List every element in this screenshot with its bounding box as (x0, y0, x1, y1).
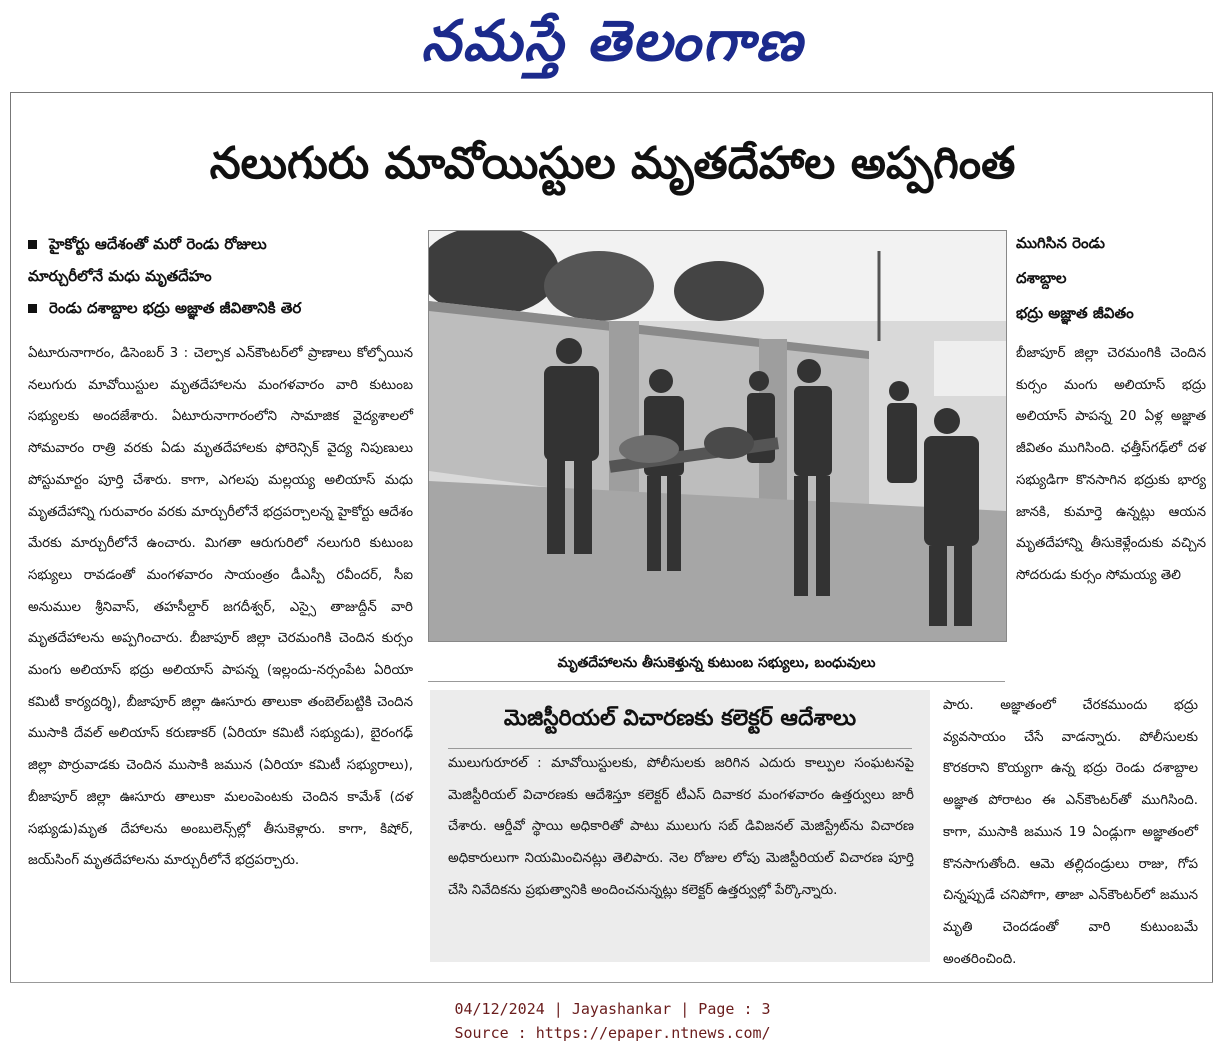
side-story-body-narrow (1016, 338, 1206, 592)
subheading-1-line-2: మార్చురీలోనే మధు మృతదేహం (28, 267, 212, 285)
boxed-story-heading: మెజిస్టీరియల్ విచారణకు కలెక్టర్ ఆదేశాలు (503, 706, 857, 731)
subheading-1-line-1: హైకోర్టు ఆదేశంతో మరో రెండు రోజులు (49, 235, 267, 253)
news-photo (428, 230, 1007, 642)
side-story-heading (1016, 226, 1206, 331)
boxed-story-text: ములుగురూరల్ : మావోయిస్టులకు, పోలీసులకు జరిగిన ఎదురు కాల్పుల సంఘటనపై మెజిస్టీరియల్ విచారణకు ఆదేశిస్తూ కలెక్టర్ టీఎస్ దివాకర మంగళవారం ఉత్తర్వులు జారీ చేశారు. ఆర్డీవో స్థాయి అధికారితో పాటు ములుగు సబ్ డివిజనల్ మెజిస్ట్రేట్‌ను విచారణ అధికారులుగా నియమించినట్లు తెలిపారు. నెల రోజుల లోపు మెజిస్టీరియల్ విచారణ పూర్తి చేసి నివేదికను ప్రభుత్వానికి అందించనున్నట్లు కలెక్టర్ ఉత్తర్వుల్లో పేర్కొన్నారు. (448, 756, 914, 898)
main-article-text: ఏటూరునాగారం, డిసెంబర్ 3 : చెల్పాక ఎన్‌కౌంటర్‌లో ప్రాణాలు కోల్పోయిన నలుగురు మావోయిస్టుల మృతదేహాలను మంగళవారం వారి కుటుంబ సభ్యులకు అందజేశారు. ఏటూరునాగారంలోని సామాజిక వైద్యశాలలో సోమవారం రాత్రి వరకు ఏడు మృతదేహాలకు ఫోరెన్సిక్ వైద్య నిపుణులు పోస్టుమార్టం పూర్తి చేశారు. కాగా, ఎగలపు మల్లయ్య అలియాస్ మధు మృతదేహాన్ని గురువారం వరకు మార్చురీలోనే భద్రపర్చాలన్న హైకోర్టు ఆదేశం మేరకు మార్చురీలోనే ఉంచారు. మిగతా ఆరుగురిలో నలుగురి కుటుంబ సభ్యులు రావడంతో మంగళవారం సాయంత్రం డీఎస్పీ రవీందర్, సీఐ అనుముల శ్రీనివాస్, తహసీల్దార్ జగదీశ్వర్, ఎస్సై తాజుద్దీన్ వారి మృతదేహాలను అప్పగించారు. బీజాపూర్ జిల్లా చెరమంగికి చెందిన కుర్సం మంగు అలియాస్ భద్రు అలియాస్ పాపన్న (ఇల్లందు-నర్సంపేట ఏరియా కమిటీ కార్యదర్శి), బీజాపూర్ జిల్లా ఊసూరు తాలుకా తంబెల్‌బట్టికి చెందిన ముసాకి దేవల్ అలియాస్ కరుణాకర్ (ఏరియా కమిటీ సభ్యుడు), బైరంగఢ్ జిల్లా పొర్రువాడకు చెందిన ముసాకి జమున (ఏరియా కమిటీ సభ్యురాలు), బీజాపూర్ జిల్లా ఊసూరు తాలుకా మలంపెంటకు చెందిన కామేశ్ (దళ సభ్యుడు)మృత దేహాలను అంబులెన్స్‌ల్లో తీసుకెళ్లారు. కాగా, కిషోర్, జయ్‌సింగ్ మృతదేహాలను మార్చురీలోనే భద్రపర్చారు. (28, 346, 413, 869)
footer-edition-line: 04/12/2024 | Jayashankar | Page : 3 (454, 1000, 771, 1018)
photo-illustration (429, 231, 1006, 641)
photo-caption: మృతదేహాలను తీసుకెళ్తున్న కుటుంబ సభ్యులు, బంధువులు (428, 645, 1005, 682)
bullet-icon (28, 240, 37, 249)
main-article-body (28, 338, 413, 877)
boxed-story (430, 690, 930, 962)
bullet-icon (28, 304, 37, 313)
article-headline: నలుగురు మావోయిస్టుల మృతదేహాల అప్పగింత (209, 138, 1016, 189)
side-heading-line-1: ముగిసిన రెండు (1016, 234, 1105, 252)
footer-source-line: Source : https://epaper.ntnews.com/ (454, 1024, 771, 1042)
side-story-text-part-1: బీజాపూర్ జిల్లా చెరమంగికి చెందిన కుర్సం మంగు అలియాస్ భద్రు అలియాస్ పాపన్న 20 ఏళ్ల అజ్ఞాత జీవితం ముగిసింది. ఛత్తీస్‌గఢ్‌లో దళ సభ్యుడిగా కొనసాగిన భద్రుకు భార్య జానకి, కుమార్తె ఉన్నట్లు ఆయన మృతదేహాన్ని తీసుకెళ్లేందుకు వచ్చిన సోదరుడు కుర్సం సోమయ్య తెలి (1016, 346, 1206, 583)
subheading-2-text: రెండు దశాబ్దాల భద్రు అజ్ఞాత జీవితానికి తెర (49, 299, 302, 317)
subheading-1-continued (28, 260, 212, 292)
subheading-2 (28, 292, 301, 324)
top-rule (10, 92, 1213, 93)
side-heading-line-3: భద్రు అజ్ఞాత జీవితం (1016, 304, 1134, 322)
subheading-1 (28, 228, 267, 260)
masthead-logo: నమస్తే తెలంగాణ (421, 9, 804, 74)
side-heading-line-2: దశాబ్దాల (1016, 269, 1067, 287)
side-story-text-part-2: పారు. అజ్ఞాతంలో చేరకముందు భద్రు వ్యవసాయం చేసే వాడన్నారు. పోలీసులకు కొరకరాని కొయ్యగా ఉన్న భద్రు రెండు దశాబ్దాల అజ్ఞాత పోరాటం ఈ ఎన్‌కౌంటర్‌తో ముగిసింది. కాగా, ముసాకి జమున 19 ఏండ్లుగా అజ్ఞాతంలో కొనసాగుతోంది. ఆమె తల్లిదండ్రులు రాజు, గోప చిన్నప్పుడే చనిపోగా, తాజా ఎన్‌కౌంటర్‌లో జమున మృతి చెందడంతో వారి కుటుంబమే అంతరించింది. (943, 698, 1198, 967)
side-story-body-wide (943, 690, 1198, 975)
left-border (10, 92, 11, 982)
right-border (1212, 92, 1213, 982)
boxed-story-body (448, 748, 914, 907)
bottom-rule (10, 982, 1213, 983)
